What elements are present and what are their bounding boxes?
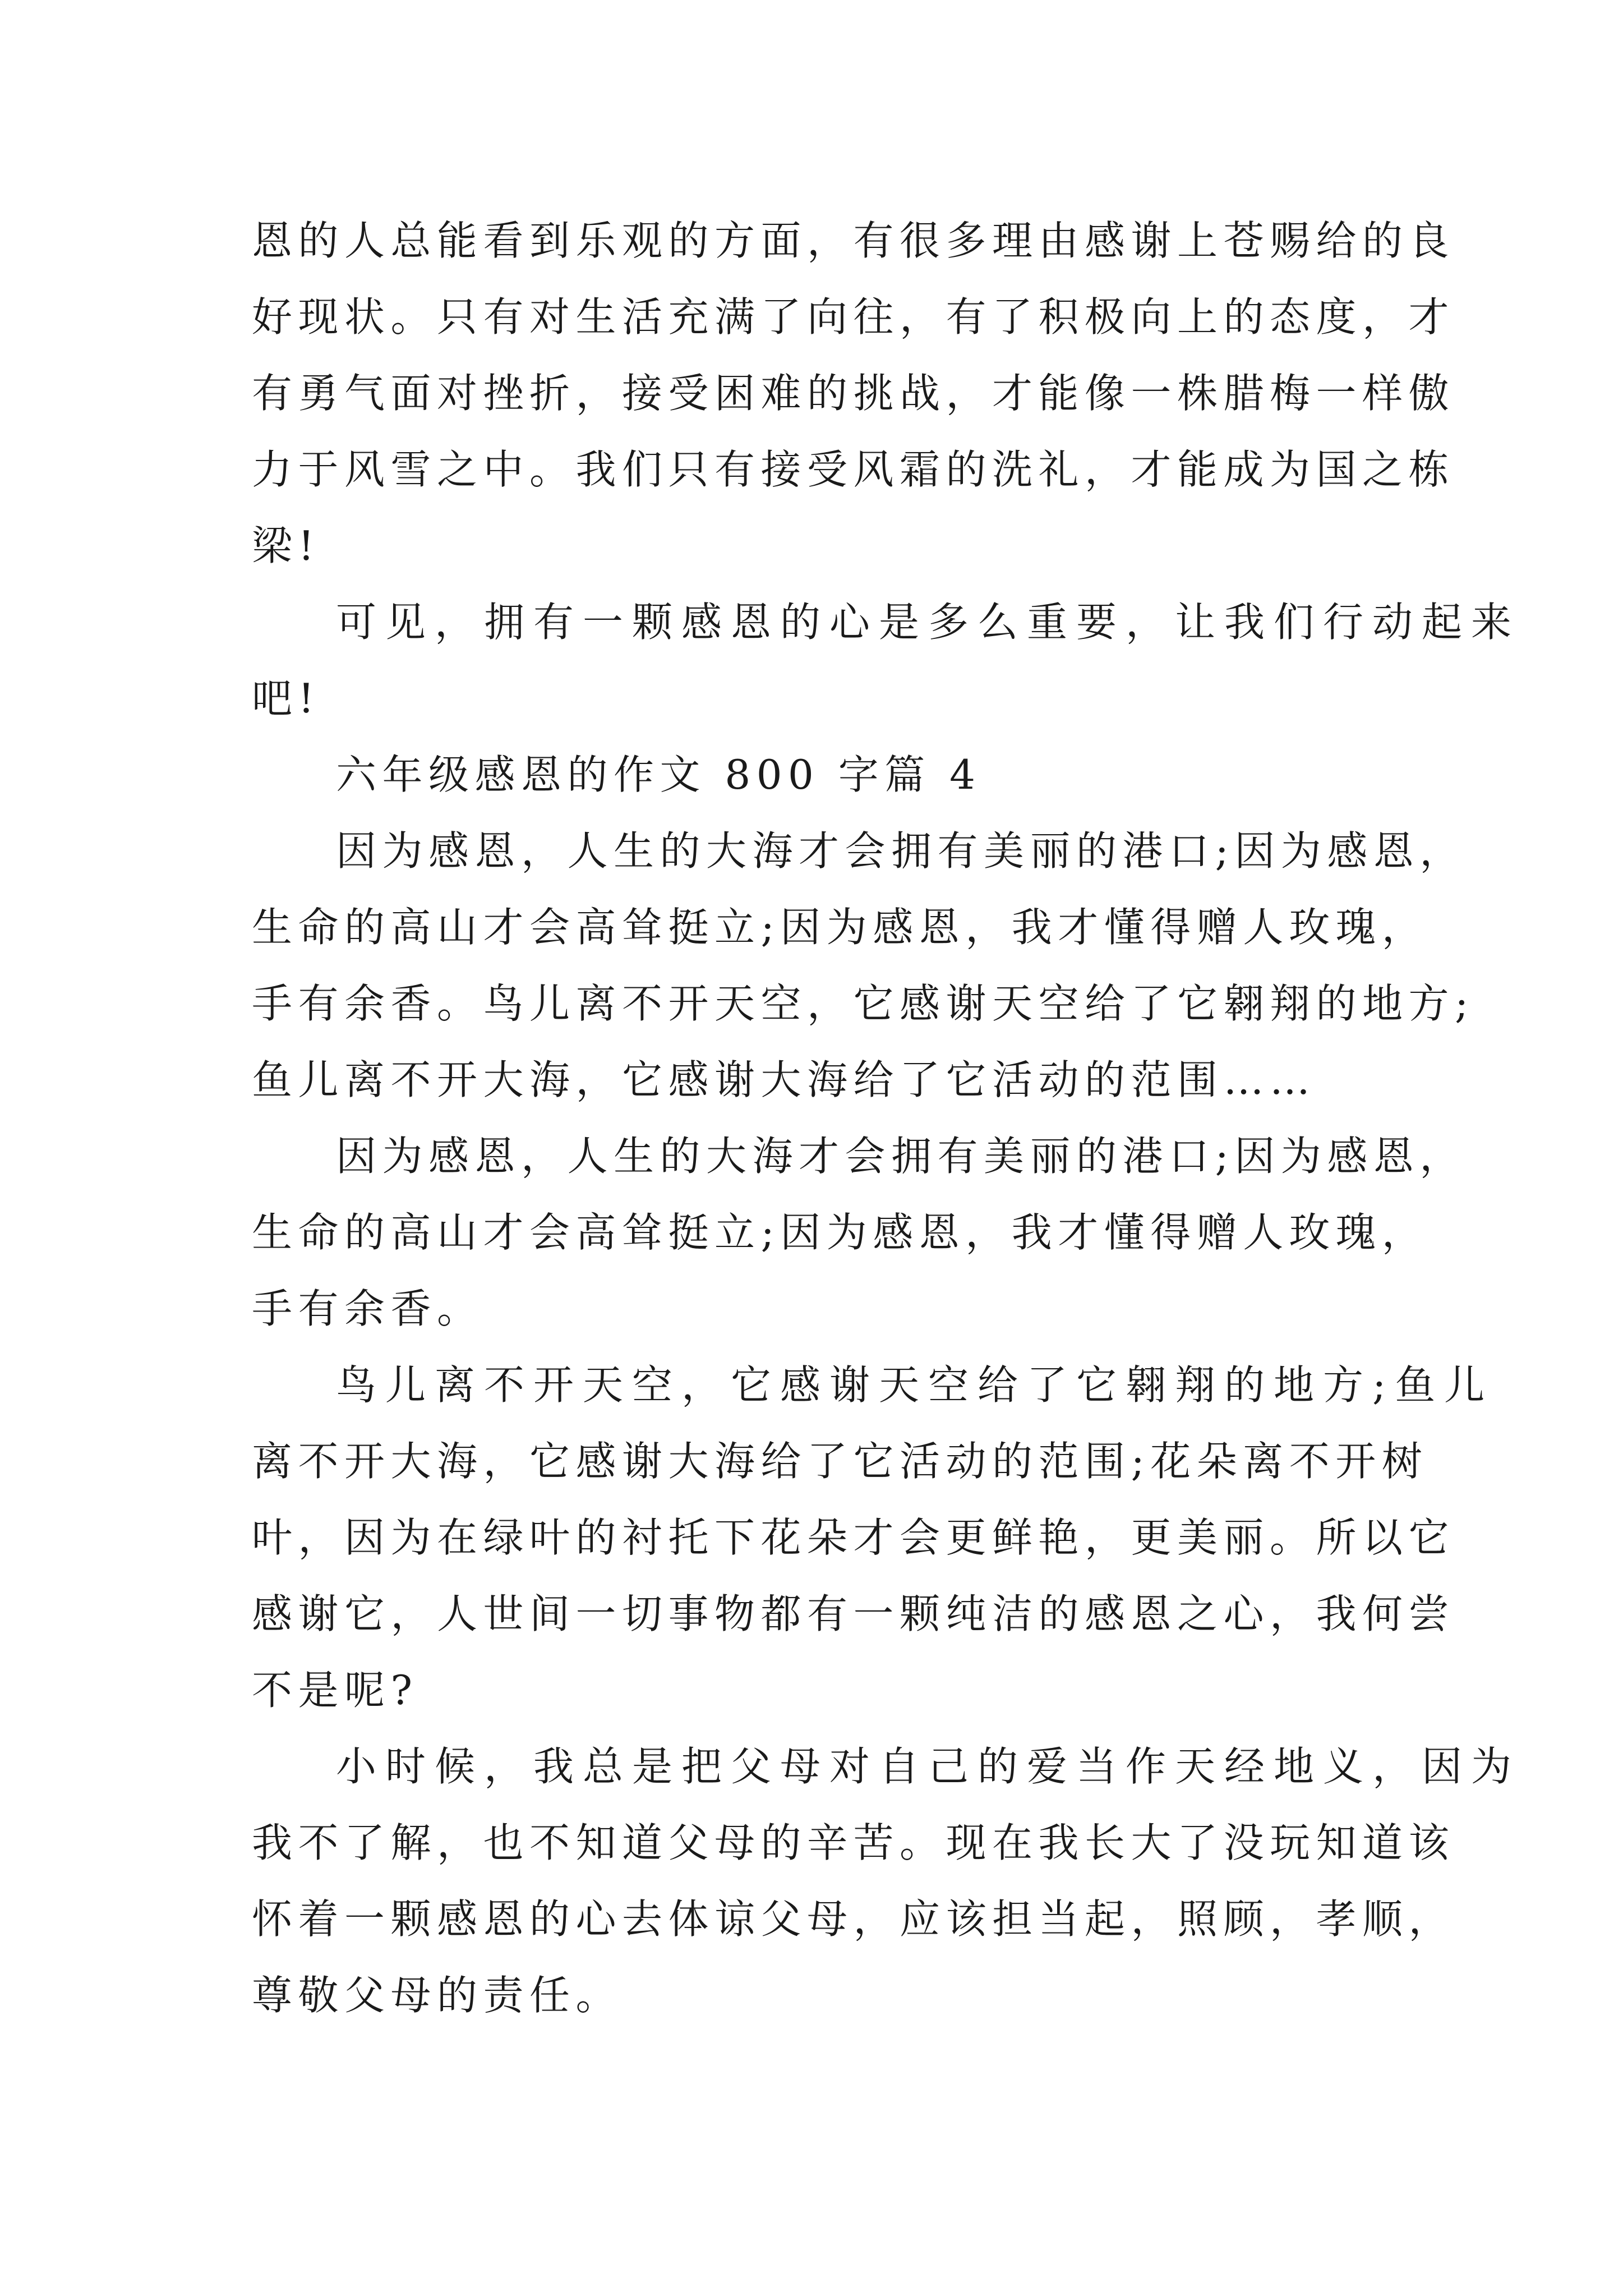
paragraph-line: 好现状。只有对生活充满了向往，有了积极向上的态度，才 bbox=[252, 293, 1455, 341]
paragraph-line: 尊敬父母的责任。 bbox=[252, 1972, 623, 2019]
paragraph-line: 力于风雪之中。我们只有接受风霜的洗礼，才能成为国之栋 bbox=[252, 446, 1455, 493]
paragraph-line: 可见，拥有一颗感恩的心是多么重要，让我们行动起来 bbox=[336, 599, 1521, 646]
paragraph-line: 鸟儿离不开天空，它感谢天空给了它翱翔的地方;鱼儿 bbox=[336, 1361, 1494, 1409]
paragraph-line: 吧! bbox=[252, 675, 320, 722]
paragraph-line: 手有余香。 bbox=[252, 1285, 483, 1332]
paragraph-line: 怀着一颗感恩的心去体谅父母，应该担当起，照顾，孝顺， bbox=[252, 1895, 1455, 1943]
section-heading: 六年级感恩的作文 800 字篇 4 bbox=[336, 751, 981, 798]
paragraph-line: 不是呢? bbox=[252, 1667, 418, 1714]
paragraph-line: 有勇气面对挫折，接受困难的挑战，才能像一株腊梅一样傲 bbox=[252, 370, 1455, 417]
document-body bbox=[252, 210, 1521, 2041]
paragraph-line: 手有余香。鸟儿离不开天空，它感谢天空给了它翱翔的地方; bbox=[252, 980, 1474, 1027]
paragraph-line: 叶，因为在绿叶的衬托下花朵才会更鲜艳，更美丽。所以它 bbox=[252, 1514, 1455, 1561]
paragraph-line: 小时候，我总是把父母对自己的爱当作天经地义，因为 bbox=[336, 1743, 1521, 1790]
paragraph-line: 离不开大海，它感谢大海给了它活动的范围;花朵离不开树 bbox=[252, 1438, 1428, 1485]
paragraph-line: 梁! bbox=[252, 522, 320, 569]
paragraph-line: 感谢它，人世间一切事物都有一颗纯洁的感恩之心，我何尝 bbox=[252, 1590, 1455, 1637]
paragraph-line: 生命的高山才会高耸挺立;因为感恩，我才懂得赠人玫瑰， bbox=[252, 904, 1428, 951]
paragraph-line: 恩的人总能看到乐观的方面，有很多理由感谢上苍赐给的良 bbox=[252, 217, 1455, 264]
paragraph-line: 因为感恩，人生的大海才会拥有美丽的港口;因为感恩， bbox=[336, 827, 1466, 875]
paragraph-line: 因为感恩，人生的大海才会拥有美丽的港口;因为感恩， bbox=[336, 1133, 1466, 1180]
paragraph-line: 生命的高山才会高耸挺立;因为感恩，我才懂得赠人玫瑰， bbox=[252, 1209, 1428, 1256]
paragraph-line: 我不了解，也不知道父母的辛苦。现在我长大了没玩知道该 bbox=[252, 1819, 1455, 1866]
paragraph-line: 鱼儿离不开大海，它感谢大海给了它活动的范围…… bbox=[252, 1056, 1316, 1103]
